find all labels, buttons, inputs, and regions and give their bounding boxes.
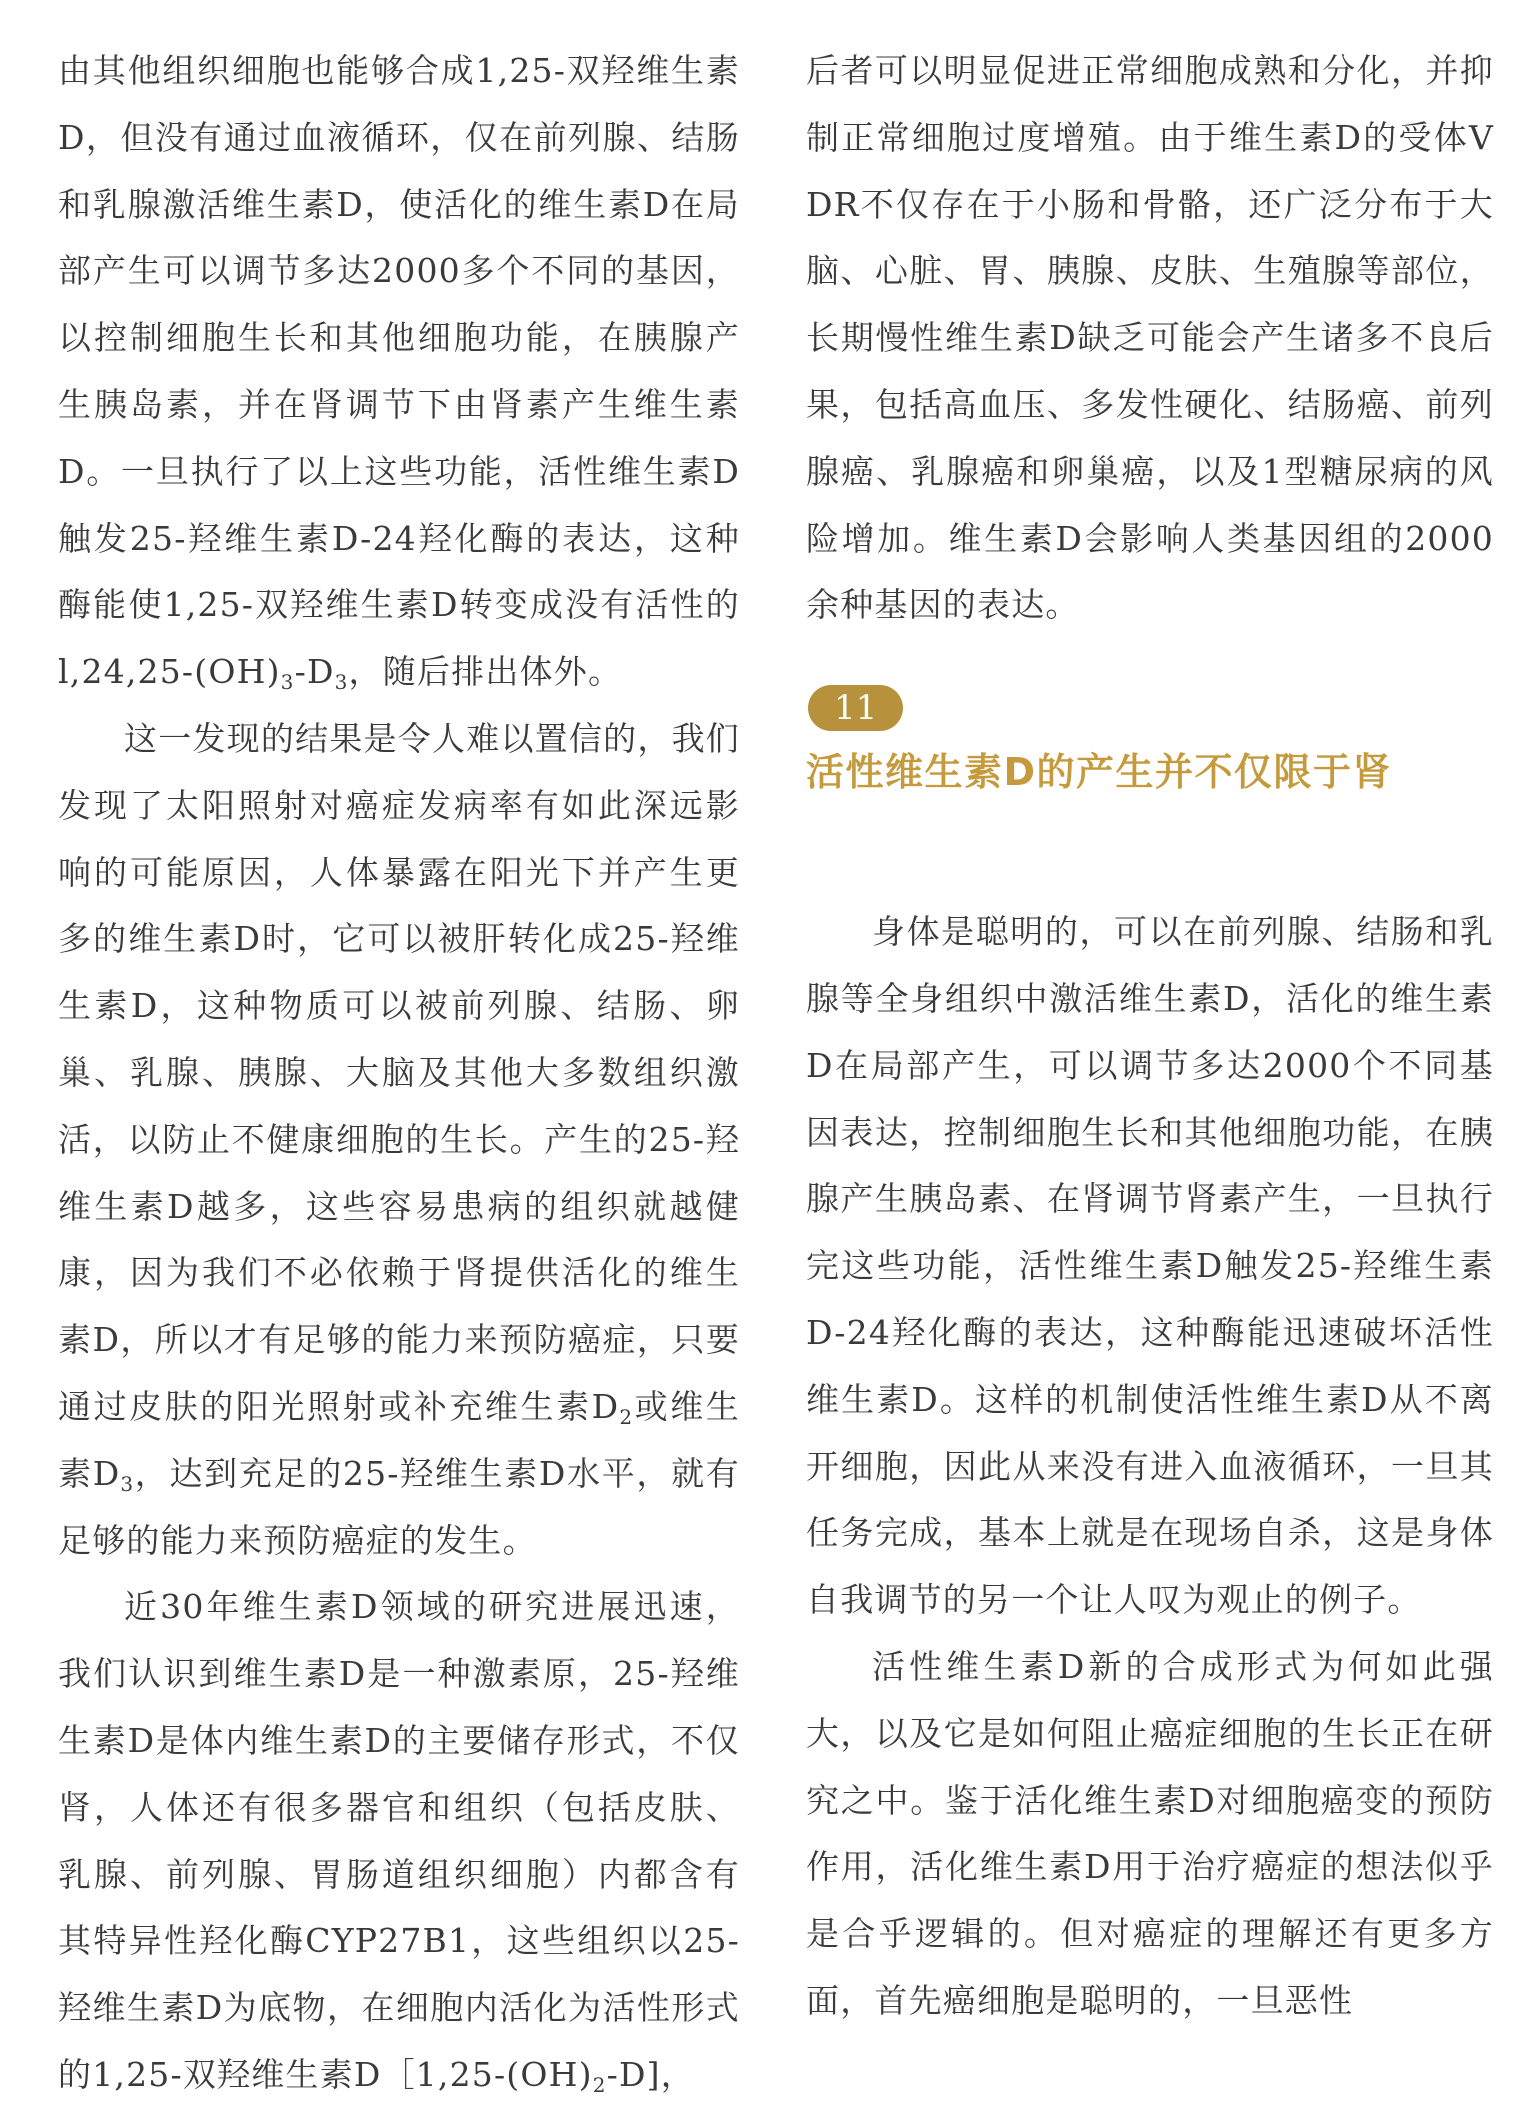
left-column <box>58 38 740 2109</box>
text-run: 近30年维生素D领域的研究进展迅速，我们认识到维生素D是一种激素原，25-羟维生素D是体内维生素D的主要储存形式，不仅肾，人体还有很多器官和组织（包括皮肤、乳腺、前列腺、胃肠道组织细胞）内都含有其特异性羟化酶CYP27B1，这些组织以25-羟维生素D为底物，在细胞内活化为活性形式的1,25-双羟维生素D［1,25-(OH) <box>58 1587 740 2094</box>
subscript: 3 <box>334 670 349 695</box>
subscript: 2 <box>592 2072 607 2097</box>
paragraph-right-2: 身体是聪明的，可以在前列腺、结肠和乳腺等全身组织中激活维生素D，活化的维生素D在局部产生，可以调节多达2000个不同基因表达，控制细胞生长和其他细胞功能，在胰腺产生胰岛素、在肾调节肾素产生，一旦执行完这些功能，活性维生素D触发25-羟维生素D-24羟化酶的表达，这种酶能迅速破坏活性维生素D。这样的机制使活性维生素D从不离开细胞，因此从来没有进入血液循环，一旦其任务完成，基本上就是在现场自杀，这是身体自我调节的另一个让人叹为观止的例子。 <box>806 912 1494 1620</box>
subscript: 3 <box>120 1471 135 1496</box>
text-run: -D]， <box>606 2054 695 2094</box>
paragraph-left-1 <box>58 38 740 706</box>
section-body <box>806 899 1494 2035</box>
section-number-badge: 11 <box>808 685 903 731</box>
subscript: 2 <box>619 1404 634 1429</box>
text-run: ，达到充足的25-羟维生素D水平，就有足够的能力来预防癌症的发生。 <box>58 1453 741 1560</box>
text-run: -D <box>294 652 335 692</box>
text-run: ，随后排出体外。 <box>348 652 623 692</box>
section-title: 活性维生素D的产生并不仅限于肾 <box>806 750 1393 795</box>
paragraph-right-3: 活性维生素D新的合成形式为何如此强大，以及它是如何阻止癌症细胞的生长正在研究之中。鉴于活化维生素D对细胞癌变的预防作用，活化维生素D用于治疗癌症的想法似乎是合乎逻辑的。但对癌症的理解还有更多方面，首先癌细胞是聪明的，一旦恶性 <box>806 1646 1494 2020</box>
paragraph-left-3 <box>58 1574 740 2108</box>
text-run: 由其他组织细胞也能够合成1,25-双羟维生素D，但没有通过血液循环，仅在前列腺、结肠和乳腺激活维生素D，使活化的维生素D在局部产生可以调节多达2000多个不同的基因，以控制细胞生长和其他细胞功能，在胰腺产生胰岛素，并在肾调节下由肾素产生维生素D。一旦执行了以上这些功能，活性维生素D触发25-羟维生素D-24羟化酶的表达，这种酶能使1,25-双羟维生素D转变成没有活性的l,24,25-(OH) <box>58 51 740 692</box>
right-column <box>806 38 1494 2035</box>
paragraph-left-2 <box>58 706 740 1574</box>
paragraph-right-1: 后者可以明显促进正常细胞成熟和分化，并抑制正常细胞过度增殖。由于维生素D的受体VDR不仅存在于小肠和骨骼，还广泛分布于大脑、心脏、胃、胰腺、皮肤、生殖腺等部位，长期慢性维生素D缺乏可能会产生诸多不良后果，包括高血压、多发性硬化、结肠癌、前列腺癌、乳腺癌和卵巢癌，以及1型糖尿病的风险增加。维生素D会影响人类基因组的2000余种基因的表达。 <box>806 51 1494 625</box>
text-run: 这一发现的结果是令人难以置信的，我们发现了太阳照射对癌症发病率有如此深远影响的可能原因，人体暴露在阳光下并产生更多的维生素D时，它可以被肝转化成25-羟维生素D，这种物质可以被前列腺、结肠、卵巢、乳腺、胰腺、大脑及其他大多数组织激活，以防止不健康细胞的生长。产生的25-羟维生素D越多，这些容易患病的组织就越健康，因为我们不必依赖于肾提供活化的维生素D，所以才有足够的能力来预防癌症，只要通过皮肤的阳光照射或补充维生素D <box>58 718 740 1426</box>
text-run: 或维生素D <box>58 1386 740 1493</box>
subscript: 3 <box>280 670 295 695</box>
section-heading <box>806 685 1494 871</box>
